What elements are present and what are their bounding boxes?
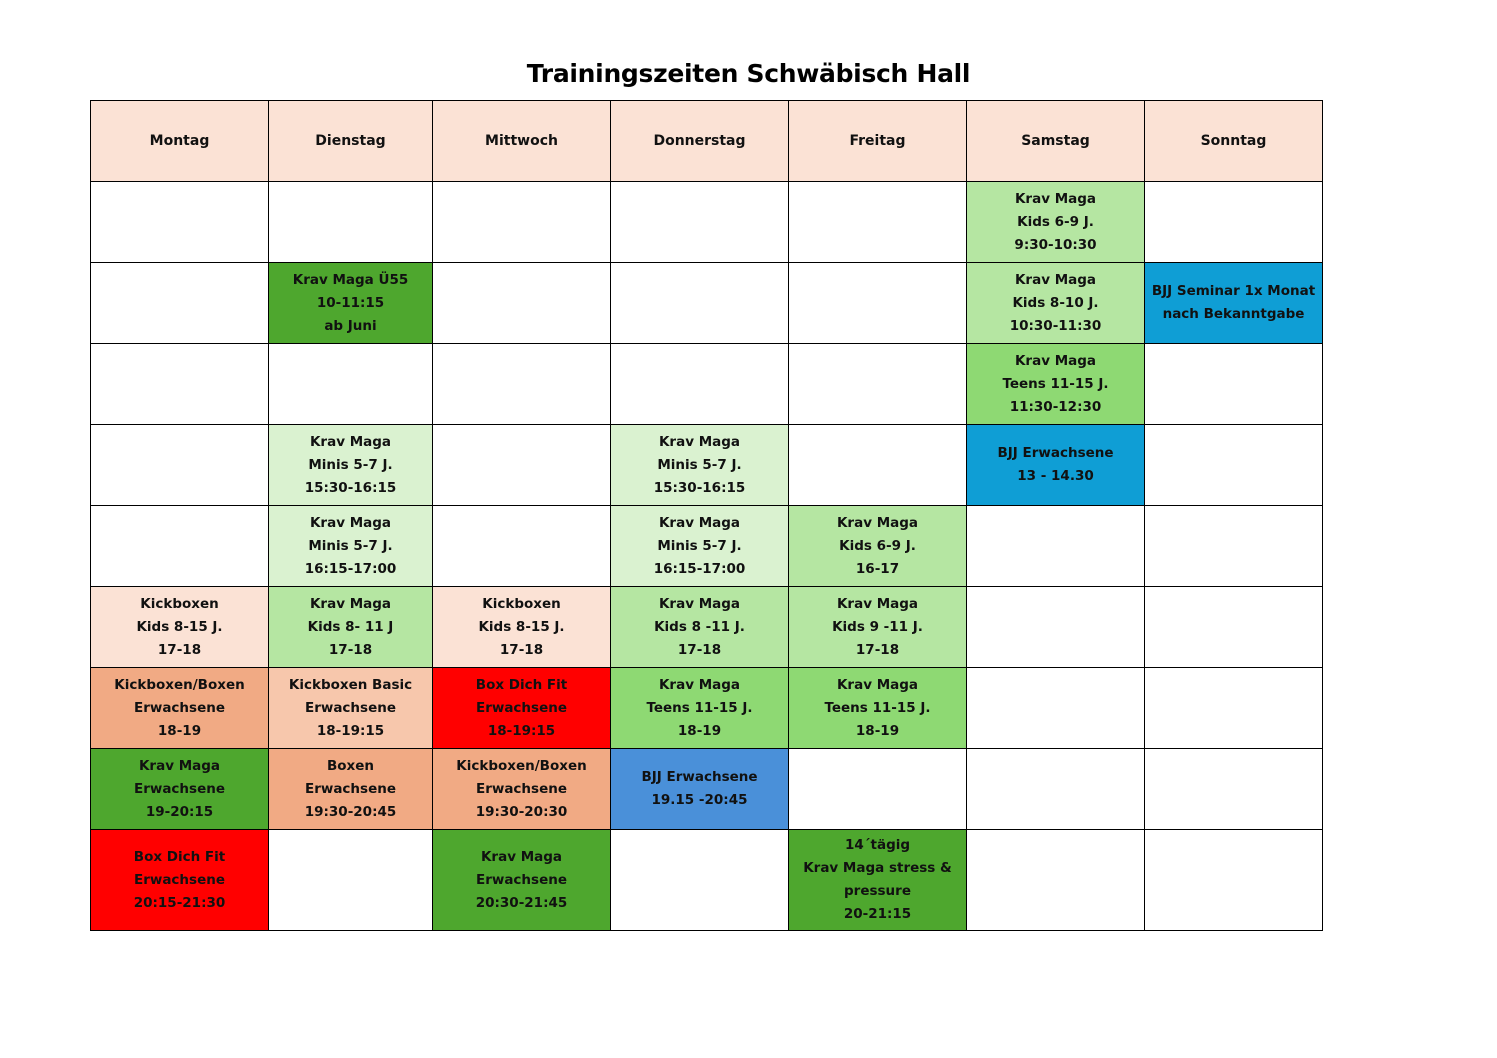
schedule-cell: [611, 587, 789, 668]
schedule-cell: [611, 749, 789, 830]
schedule-row: [91, 749, 1323, 830]
schedule-cell: [967, 587, 1145, 668]
schedule-cell: [611, 425, 789, 506]
class-entry: 14´tägig Krav Maga stress & pressure 20-21:15: [803, 837, 952, 922]
day-header-donnerstag: Donnerstag: [611, 101, 789, 182]
schedule-cell: [433, 668, 611, 749]
schedule-cell: [1145, 668, 1323, 749]
class-entry: BJJ Seminar 1x Monat nach Bekanntgabe: [1151, 283, 1316, 322]
schedule-cell: [91, 425, 269, 506]
schedule-cell: [269, 425, 433, 506]
schedule-cell: [1145, 749, 1323, 830]
class-entry: Boxen Erwachsene 19:30-20:45: [304, 757, 397, 820]
schedule-cell: [789, 263, 967, 344]
schedule-cell: [1145, 425, 1323, 506]
class-entry: Krav Maga Ü55 10-11:15 ab Juni: [292, 271, 409, 334]
class-entry: Krav Maga Teens 11-15 J. 11:30-12:30: [1002, 352, 1109, 415]
class-entry: Krav Maga Teens 11-15 J. 18-19: [824, 676, 931, 739]
day-header-mittwoch: Mittwoch: [433, 101, 611, 182]
schedule-row: [91, 587, 1323, 668]
schedule-cell: [91, 344, 269, 425]
schedule-cell: [91, 182, 269, 263]
class-entry: Krav Maga Kids 9 -11 J. 17-18: [832, 595, 923, 658]
schedule-cell: [269, 263, 433, 344]
schedule-cell: [789, 587, 967, 668]
schedule-cell: [967, 182, 1145, 263]
class-entry: Kickboxen/Boxen Erwachsene 18-19: [114, 676, 245, 739]
schedule-cell: [269, 344, 433, 425]
header-row: [91, 101, 1323, 182]
schedule-cell: [967, 425, 1145, 506]
schedule-row: [91, 263, 1323, 344]
class-entry: Kickboxen Basic Erwachsene 18-19:15: [288, 676, 413, 739]
class-entry: Krav Maga Minis 5-7 J. 15:30-16:15: [304, 433, 397, 496]
schedule-cell: [967, 263, 1145, 344]
schedule-row: [91, 830, 1323, 931]
schedule-cell: [433, 587, 611, 668]
schedule-cell: [269, 830, 433, 931]
class-entry: Krav Maga Minis 5-7 J. 16:15-17:00: [304, 514, 397, 577]
day-header-dienstag: Dienstag: [269, 101, 433, 182]
schedule-cell: [789, 506, 967, 587]
schedule-cell: [611, 668, 789, 749]
schedule-cell: [269, 506, 433, 587]
schedule-cell: [967, 344, 1145, 425]
page-title: Trainingszeiten Schwäbisch Hall: [526, 58, 971, 88]
schedule-table: [90, 100, 1323, 931]
schedule-cell: [433, 182, 611, 263]
schedule-row: [91, 182, 1323, 263]
schedule-cell: [967, 749, 1145, 830]
schedule-cell: [967, 830, 1145, 931]
schedule-cell: [611, 506, 789, 587]
schedule-cell: [789, 182, 967, 263]
schedule-cell: [433, 344, 611, 425]
class-entry: Krav Maga Minis 5-7 J. 16:15-17:00: [653, 514, 746, 577]
schedule-cell: [433, 506, 611, 587]
class-entry: Krav Maga Kids 6-9 J. 9:30-10:30: [1014, 190, 1097, 253]
schedule-cell: [269, 182, 433, 263]
schedule-cell: [789, 749, 967, 830]
schedule-cell: [611, 182, 789, 263]
class-entry: BJJ Erwachsene 19.15 -20:45: [641, 769, 758, 808]
schedule-cell: [1145, 182, 1323, 263]
class-entry: Krav Maga Minis 5-7 J. 15:30-16:15: [653, 433, 746, 496]
schedule-row: [91, 668, 1323, 749]
schedule-cell: [433, 425, 611, 506]
class-entry: Krav Maga Erwachsene 19-20:15: [133, 757, 226, 820]
schedule-cell: [91, 506, 269, 587]
schedule-cell: [1145, 830, 1323, 931]
day-header-freitag: Freitag: [789, 101, 967, 182]
schedule-cell: [789, 344, 967, 425]
schedule-cell: [611, 344, 789, 425]
schedule-cell: [269, 587, 433, 668]
schedule-cell: [269, 749, 433, 830]
class-entry: Krav Maga Kids 8- 11 J 17-18: [307, 595, 394, 658]
schedule-row: [91, 344, 1323, 425]
schedule-cell: [789, 425, 967, 506]
schedule-cell: [967, 668, 1145, 749]
schedule-cell: [789, 668, 967, 749]
schedule-row: [91, 425, 1323, 506]
class-entry: Krav Maga Kids 8 -11 J. 17-18: [654, 595, 745, 658]
schedule-cell: [433, 749, 611, 830]
schedule-cell: [91, 830, 269, 931]
class-entry: Krav Maga Kids 8-10 J. 10:30-11:30: [1009, 271, 1102, 334]
day-header-montag: Montag: [91, 101, 269, 182]
schedule-cell: [1145, 506, 1323, 587]
schedule-cell: [91, 587, 269, 668]
schedule-cell: [433, 830, 611, 931]
schedule-cell: [611, 263, 789, 344]
day-header-sonntag: Sonntag: [1145, 101, 1323, 182]
schedule-cell: [91, 668, 269, 749]
day-header-samstag: Samstag: [967, 101, 1145, 182]
class-entry: Krav Maga Teens 11-15 J. 18-19: [646, 676, 753, 739]
schedule-cell: [1145, 344, 1323, 425]
schedule-cell: [1145, 263, 1323, 344]
class-entry: Kickboxen/Boxen Erwachsene 19:30-20:30: [456, 757, 587, 820]
class-entry: Kickboxen Kids 8-15 J. 17-18: [136, 595, 223, 658]
schedule-cell: [91, 749, 269, 830]
schedule-cell: [433, 263, 611, 344]
schedule-cell: [1145, 587, 1323, 668]
class-entry: BJJ Erwachsene 13 - 14.30: [997, 445, 1114, 484]
schedule-cell: [967, 506, 1145, 587]
schedule-cell: [269, 668, 433, 749]
schedule-row: [91, 506, 1323, 587]
class-entry: Box Dich Fit Erwachsene 20:15-21:30: [133, 848, 226, 911]
schedule-cell: [789, 830, 967, 931]
schedule-cell: [611, 830, 789, 931]
schedule-body: [91, 182, 1323, 931]
class-entry: Kickboxen Kids 8-15 J. 17-18: [478, 595, 565, 658]
schedule-cell: [91, 263, 269, 344]
class-entry: Krav Maga Kids 6-9 J. 16-17: [836, 514, 919, 577]
class-entry: Krav Maga Erwachsene 20:30-21:45: [475, 848, 568, 911]
class-entry: Box Dich Fit Erwachsene 18-19:15: [475, 676, 568, 739]
